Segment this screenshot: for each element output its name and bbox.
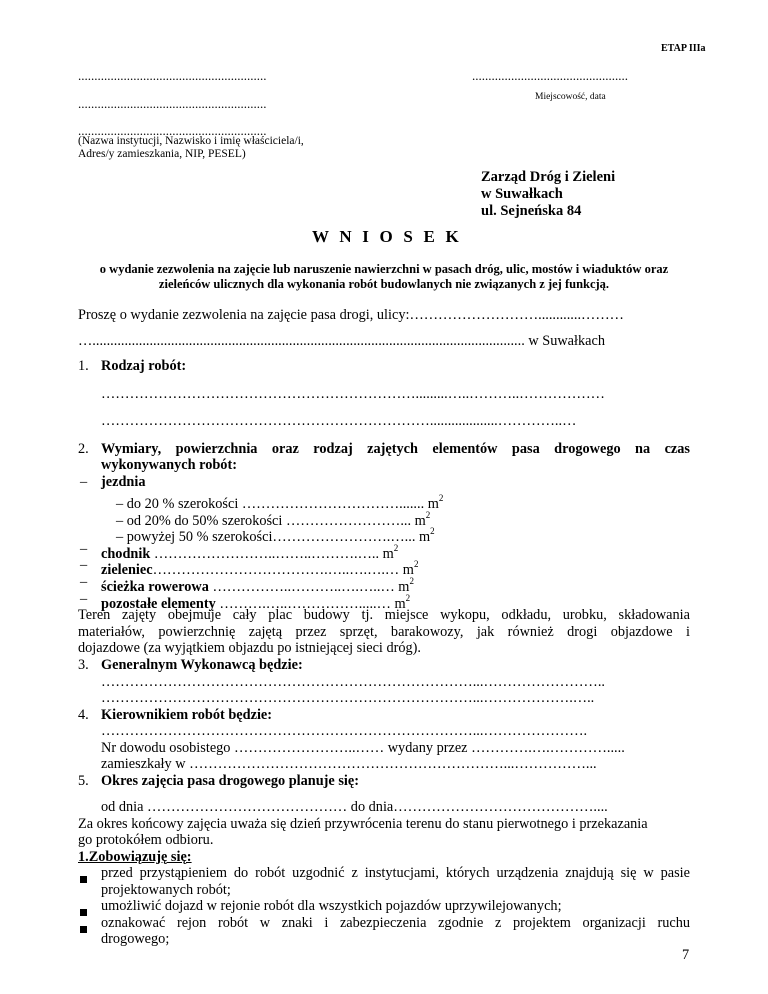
sciezka-dots: ……………..………..….…..… m: [208, 578, 410, 595]
unit-sup: 2: [438, 493, 444, 503]
section-3-number: 3.: [78, 657, 89, 673]
subtitle-line-2: zieleńców ulicznych dla wykonania robót budowlanych nie związanych z jej funkcją.: [158, 277, 610, 291]
document-title: W N I O S E K: [312, 227, 462, 246]
section-4-id-line: Nr dowodu osobistego ……………………..…… wydany przez ………….….………….....: [101, 740, 625, 756]
place-date-label: Miejscowość, data: [535, 92, 606, 102]
section-2-note-line-2: materiałów, powierzchnię zajętą przez sprzęt, barakowozy, jak również drogi objazdowe i: [78, 624, 690, 640]
pozostale-label: pozostałe elementy: [101, 595, 216, 612]
obligation-1-line-2: projektowanych robót;: [101, 882, 231, 898]
obligation-2: umożliwić dojazd w rejonie robót dla wszystkich pojazdów uprzywilejowanych;: [101, 898, 562, 914]
section-5-heading: Okres zajęcia pasa drogowego planuje się:: [101, 773, 359, 789]
section-3-heading: Generalnym Wykonawcą będzie:: [101, 657, 303, 673]
request-line-1: Proszę o wydanie zezwolenia na zajęcie pasa drogi, ulicy:………………………............………: [78, 307, 624, 323]
zieleniec-dots: ……………………………….…..….….… m: [152, 561, 414, 578]
jezdnia-sub-3-text: – powyżej 50 % szerokości…………………….…... m: [116, 528, 431, 545]
sciezka-label: ścieżka rowerowa: [101, 578, 209, 595]
chodnik-label: chodnik: [101, 545, 151, 562]
section-2-note-line-3: dojazdowe (za wyjątkiem objazdu po istniejącej sieci dróg).: [78, 640, 421, 656]
request-line-2: …......................................................................................................................... w Suwałkach: [78, 333, 605, 349]
subtitle-line-1: o wydanie zezwolenia na zajęcie lub naruszenie nawierzchni w pasach dróg, ulic, mostów i wiaduktów oraz: [99, 262, 669, 276]
section-1-dots-2: ……………………………………………………………...................…………..…: [101, 413, 577, 429]
unit-sup: 2: [425, 510, 431, 520]
section-4-number: 4.: [78, 707, 89, 723]
jezdnia-sub-2-text: – od 20% do 50% szerokości ……………………... m: [116, 512, 426, 529]
applicant-line-2: ..........................................................: [78, 96, 267, 111]
zieleniec-label: zieleniec: [101, 561, 153, 578]
place-date-line: ................................................: [472, 68, 628, 83]
section-5-note-line-2: go protokółem odbioru.: [78, 832, 214, 848]
applicant-line-3: ..........................................................: [78, 123, 267, 138]
section-2-note-line-1: Teren zajęty obejmuje cały plac budowy tj. miejsce wykopu, odkładu, urobku, składowania: [78, 607, 690, 623]
page-number: 7: [682, 947, 690, 963]
dash-pozostale: –: [80, 591, 88, 607]
section-3-dots-1: ……………………………………………………………………...……………………..: [101, 674, 605, 690]
stage-label: ETAP IIIa: [661, 43, 706, 54]
dash-chodnik: –: [80, 541, 88, 557]
section-4-address-line: zamieszkały w …………………………………………………………...……………...: [101, 756, 597, 772]
unit-sup: 2: [413, 559, 419, 569]
bullet-1: [80, 870, 87, 888]
obligation-3-line-2: drogowego;: [101, 931, 170, 947]
dash-jezdnia: –: [80, 474, 88, 490]
unit-sup: 2: [409, 576, 414, 586]
obligation-3-line-1: oznakować rejon robót w znaki i zabezpieczenia zgodnie z projektem organizacji ruchu: [101, 915, 690, 931]
section-1-number: 1.: [78, 358, 89, 374]
bullet-3: [80, 920, 87, 938]
section-2-number: 2.: [78, 441, 89, 457]
dash-zieleniec: –: [80, 557, 88, 573]
recipient-line-3: ul. Sejneńska 84: [481, 203, 582, 219]
dash-sciezka: –: [80, 574, 88, 590]
section-4-dots-1: ……………………………………………………………………...………………….: [101, 723, 588, 739]
pozostale-dots: ……….…..…………….....… m: [215, 595, 406, 612]
section-2-heading-line-2: wykonywanych robót:: [101, 457, 237, 473]
applicant-line-1: ..........................................................: [78, 68, 267, 83]
recipient-address: [481, 169, 615, 220]
section-5-note-line-1: Za okres końcowy zajęcia uważa się dzień przywrócenia terenu do stanu pierwotnego i przekazania: [78, 816, 648, 832]
jezdnia-label: jezdnia: [101, 474, 146, 490]
applicant-note-2: Adres/y zamieszkania, NIP, PESEL): [78, 148, 246, 160]
section-4-heading: Kierownikiem robót będzie:: [101, 707, 273, 723]
recipient-line-1: Zarząd Dróg i Zieleni: [481, 169, 616, 185]
unit-sup: 2: [405, 593, 411, 603]
chodnik-dots: ……………………..……..……….….. m: [150, 545, 394, 562]
applicant-note-1: (Nazwa instytucji, Nazwisko i imię właściciela/i,: [78, 135, 304, 147]
obligation-1-line-1: przed przystąpieniem do robót uzgodnić z instytucjami, których urządzenia znajdują się w pasie: [101, 865, 690, 881]
section-5-dates-line: od dnia …………………………………… do dnia……………………………………....: [101, 799, 608, 815]
jezdnia-sub-1-text: – do 20 % szerokości ……………………………....... m: [116, 495, 439, 512]
recipient-line-2: w Suwałkach: [481, 186, 563, 202]
section-2-heading-line-1: Wymiary, powierzchnia oraz rodzaj zajętych elementów pasa drogowego na czas: [101, 441, 690, 457]
section-1-dots-1: ………………………………………………………….........…..………..………………: [101, 386, 605, 402]
bullet-2: [80, 903, 87, 921]
section-5-number: 5.: [78, 773, 89, 789]
obligations-heading: 1.Zobowiązuję się:: [78, 849, 192, 865]
section-3-dots-2: ……………………………………………………………………...……………….…..: [101, 690, 595, 706]
section-1-heading: Rodzaj robót:: [101, 358, 187, 374]
unit-sup: 2: [393, 543, 399, 553]
document-subtitle: [0, 262, 768, 292]
unit-sup: 2: [430, 526, 435, 536]
